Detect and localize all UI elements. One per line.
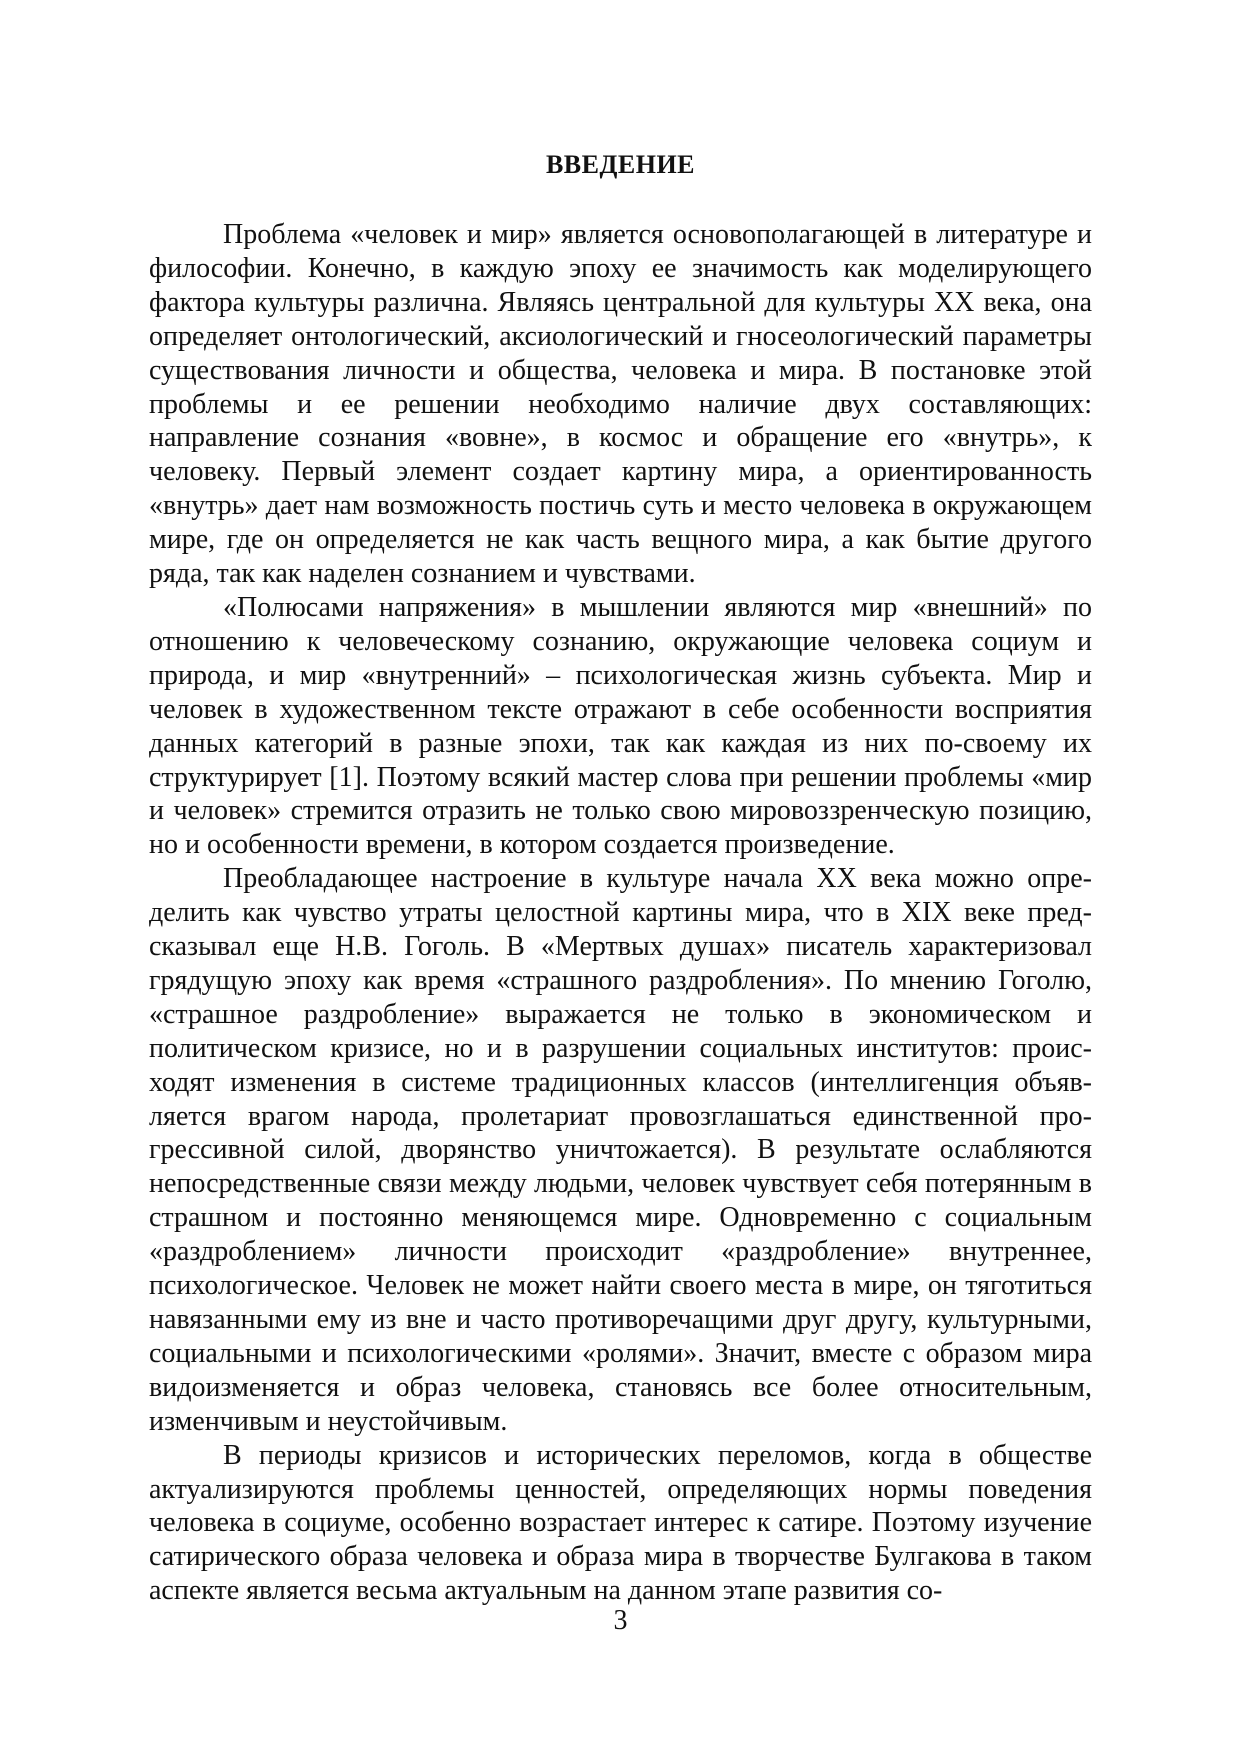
paragraph-1: Проблема «человек и мир» является основополагающей в литературе и философии. Конечно, в каждую эпоху ее значимость как моделирующего фактора культуры различна. Являясь центральной для культуры XX века, она определяет онтологический, аксиологический и гносеологический параметры существования личности и общества, человека и мира. В постановке этой проблемы и ее решении необходимо наличие двух составляющих: направление сознания «вовне», в космос и обращение его «внутрь», к человеку. Первый элемент создает картину мира, а ориентированность «внутрь» дает нам возможность постичь суть и место человека в окружающем мире, где он определяется не как часть вещного мира, а как бытие другого ряда, так как наделен сознанием и чувствами. <box>149 219 1092 590</box>
paragraph-3: Преобладающее настроение в культуре начала XX века можно определить как чувство утраты целостной картины мира, что в XIX веке предсказывал еще Н.В. Гоголь. В «Мертвых душах» писатель характеризовал грядущую эпоху как время «страшного раздробления». По мнению Гоголю, «страшное раздробление» выражается не только в экономическом и политическом кризисе, но и в разрушении социальных институтов: происходят изменения в системе традиционных классов (интеллигенция объявляется врагом народа, пролетариат провозглашаться единственной прогрессивной силой, дворянство уничтожается). В результате ослабляются непосредственные связи между людьми, человек чувствует себя потерянным в страшном и постоянно меняющемся мире. Одновременно с социальным «раздроблением» личности происходит «раздробление» внутреннее, психологическое. Человек не может найти своего места в мире, он тяготиться навязанными ему из вне и часто противоречащими друг другу, культурными, социальными и психологическими «ролями». Значит, вместе с образом мира видоизменяется и образ человека, становясь все более относительным, изменчивым и неустойчивым. <box>149 863 1092 1437</box>
paragraph-2: «Полюсами напряжения» в мышлении являются мир «внешний» по отношению к человеческому сознанию, окружающие человека социум и природа, и мир «внутренний» – психологическая жизнь субъекта. Мир и человек в художественном тексте отражают в себе особенности восприятия данных категорий в разные эпохи, так как каждая из них по-своему их структурирует [1]. Поэтому всякий мастер слова при решении проблемы «мир и человек» стремится отразить не только свою мировоззренческую позицию, но и особенности времени, в котором создается произведение. <box>149 591 1092 861</box>
paragraph-4: В периоды кризисов и исторических переломов, когда в обществе актуализируются проблемы ценностей, определяющих нормы поведения человека в социуме, особенно возрастает интерес к сатире. Поэтому изучение сатирического образа человека и образа мира в творчестве Булгакова в таком аспекте является весьма актуальным на данном этапе развития со- <box>149 1439 1092 1607</box>
section-heading: ВВЕДЕНИЕ <box>545 150 696 179</box>
body-text <box>149 218 1092 1608</box>
page-number: 3 <box>613 1605 628 1636</box>
